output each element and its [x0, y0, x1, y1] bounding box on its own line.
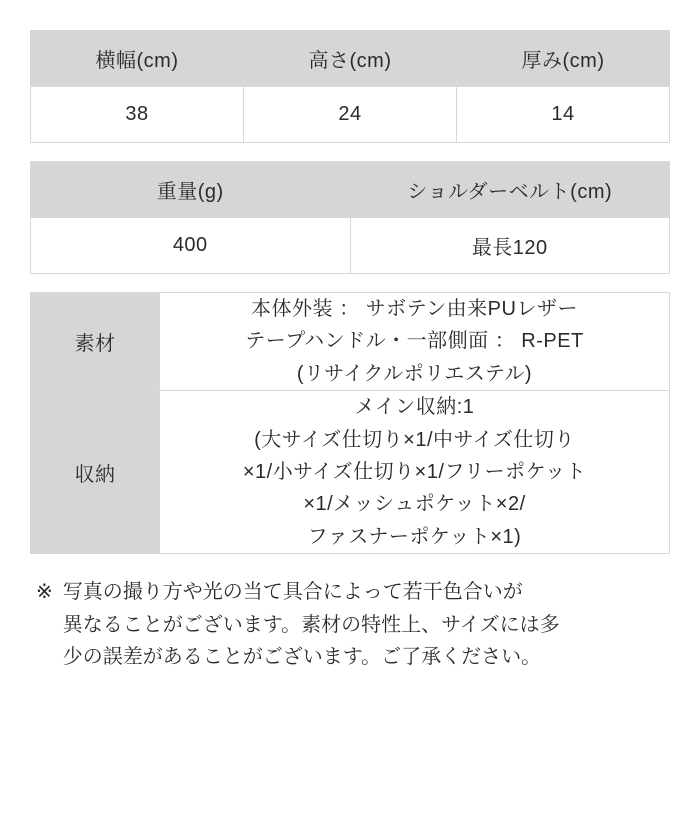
- row-value-material: [160, 293, 670, 391]
- material-line: 本体外装 ： サボテン由来PUレザー: [251, 298, 578, 320]
- table-row: [31, 31, 670, 87]
- column-header-shoulder-belt: ショルダーベルト(cm): [350, 162, 670, 218]
- storage-line: ファスナーポケット×1): [307, 525, 522, 548]
- storage-line: (大サイズ仕切り×1/中サイズ仕切り: [254, 428, 575, 451]
- column-header-height: 高さ(cm): [244, 31, 457, 87]
- storage-line: メイン収納:1: [354, 396, 475, 419]
- note-mark-icon: ※: [36, 581, 53, 604]
- note-line: 少の誤差があることがございます。ご了承ください。: [62, 645, 542, 668]
- material-line: (リサイクルポリエステル): [296, 362, 533, 385]
- table-spacer: [30, 143, 670, 161]
- storage-line: ×1/小サイズ仕切り×1/フリーポケット: [242, 460, 587, 483]
- column-header-width: 横幅(cm): [31, 31, 244, 87]
- value-thickness: 14: [457, 87, 670, 143]
- value-shoulder-belt: 最長120: [350, 218, 670, 274]
- table-row: [31, 293, 670, 391]
- value-height: 24: [244, 87, 457, 143]
- table-spacer: [30, 274, 670, 292]
- note-line: 異なることがございます。素材の特性上、サイズには多: [62, 613, 560, 636]
- details-table: [30, 292, 670, 554]
- row-value-storage: [160, 391, 670, 554]
- table-row: [31, 391, 670, 554]
- value-weight: 400: [31, 218, 351, 274]
- disclaimer-note: [30, 576, 670, 673]
- column-header-weight: 重量(g): [31, 162, 351, 218]
- table-row: [31, 218, 670, 274]
- row-label-material: 素材: [31, 293, 160, 391]
- row-label-storage: 収納: [31, 391, 160, 554]
- weight-table: [30, 161, 670, 274]
- table-row: [31, 87, 670, 143]
- note-text: [63, 576, 670, 673]
- dimensions-table: [30, 30, 670, 143]
- table-row: [31, 162, 670, 218]
- storage-line: ×1/メッシュポケット×2/: [303, 493, 526, 516]
- value-width: 38: [31, 87, 244, 143]
- column-header-thickness: 厚み(cm): [457, 31, 670, 87]
- material-line: テープハンドル・一部側面 ： R-PET: [245, 330, 584, 353]
- note-line: 写真の撮り方や光の当て具合によって若干色合いが: [62, 581, 523, 604]
